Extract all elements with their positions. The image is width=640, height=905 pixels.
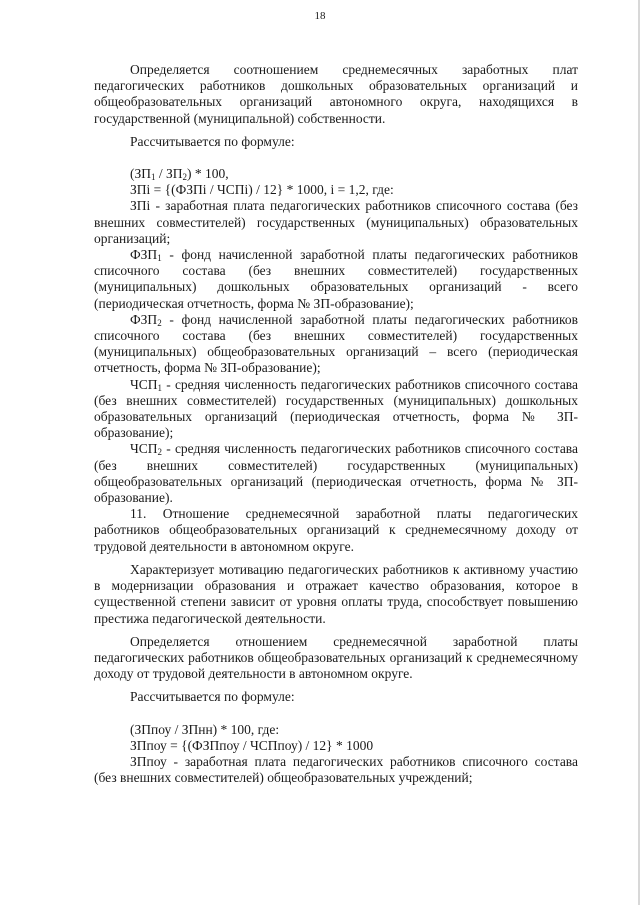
section-11-heading: 11. Отношение среднемесячной заработной платы педагогических работников общеобразовательных организаций к среднемесячному доходу от трудовой деятельности в автономном округе. [94,506,578,554]
definition-chsp1: $ЧСП_1$ - средняя численность педагогических работников списочного состава (без внешних совместителей) государственных (муниципальных) дошкольных образовательных организаций (периодическая отчетность, форма № ЗП-образование); [94,376,578,441]
page-number: 18 [314,10,326,22]
definition-zpi: ЗПi - заработная плата педагогических работников списочного состава (без внешних совместителей) государственных (муниципальных) образовательных организаций; [94,198,578,246]
paragraph-motivation: Характеризует мотивацию педагогических работников к активному участию в модернизации образования и отражает качество образования, которое в существенной степени зависит от уровня оплаты труда, способствует повышению престижа педагогической деятельности. [94,561,578,626]
formula-salary: ЗПi = {(ФЗПi / ЧСПi) / 12} * 1000, i = 1,2, где: [130,182,394,198]
formula-ratio-2: (ЗПпоу / ЗПнн) * 100, где: [130,721,280,737]
definition-fzp2: $ФЗП_2$ - фонд начисленной заработной платы педагогических работников списочного состава (без внешних совместителей) государственных (муниципальных) общеобразовательных организаций – всего (периодическая отчетность, форма № ЗП-образование); [94,311,578,376]
definition-fzp1: $ФЗП_1$ - фонд начисленной заработной платы педагогических работников списочного состава (без внешних совместителей) государственных (муниципальных) дошкольных образовательных организаций - всего (периодическая отчетность, форма № ЗП-образование); [94,247,578,311]
paragraph-ratio-definition: Определяется соотношением среднемесячных заработных плат педагогических работников дошкольных образовательных организаций и общеобразовательных организаций автономного округа, находящихся в государственной (муниципальной) собственности. [94,62,578,126]
definition-chsp2: $ЧСП_2$ - средняя численность педагогических работников списочного состава (без внешних совместителей) государственных (муниципальных) общеобразовательных организаций (периодическая отчетность, форма № ЗП-образование). [94,441,578,506]
paragraph-formula-intro-2: Рассчитывается по формуле: [130,689,295,705]
formula-ratio: $(ЗП_1 / ЗП_2) * 100$, [130,166,229,183]
formula-salary-2: ЗПпоу = {(ФЗПпоу / ЧСПпоу) / 12} * 1000 [130,737,374,753]
document-body [94,62,578,786]
paragraph-formula-intro: Рассчитывается по формуле: [130,133,295,149]
definition-zppou: ЗПпоу - заработная плата педагогических работников списочного состава (без внешних совместителей) общеобразовательных учреждений; [94,753,578,786]
paragraph-determination: Определяется отношением среднемесячной заработной платы педагогических работников общеобразовательных организаций к среднемесячному доходу от трудовой деятельности в автономном округе. [94,633,578,682]
